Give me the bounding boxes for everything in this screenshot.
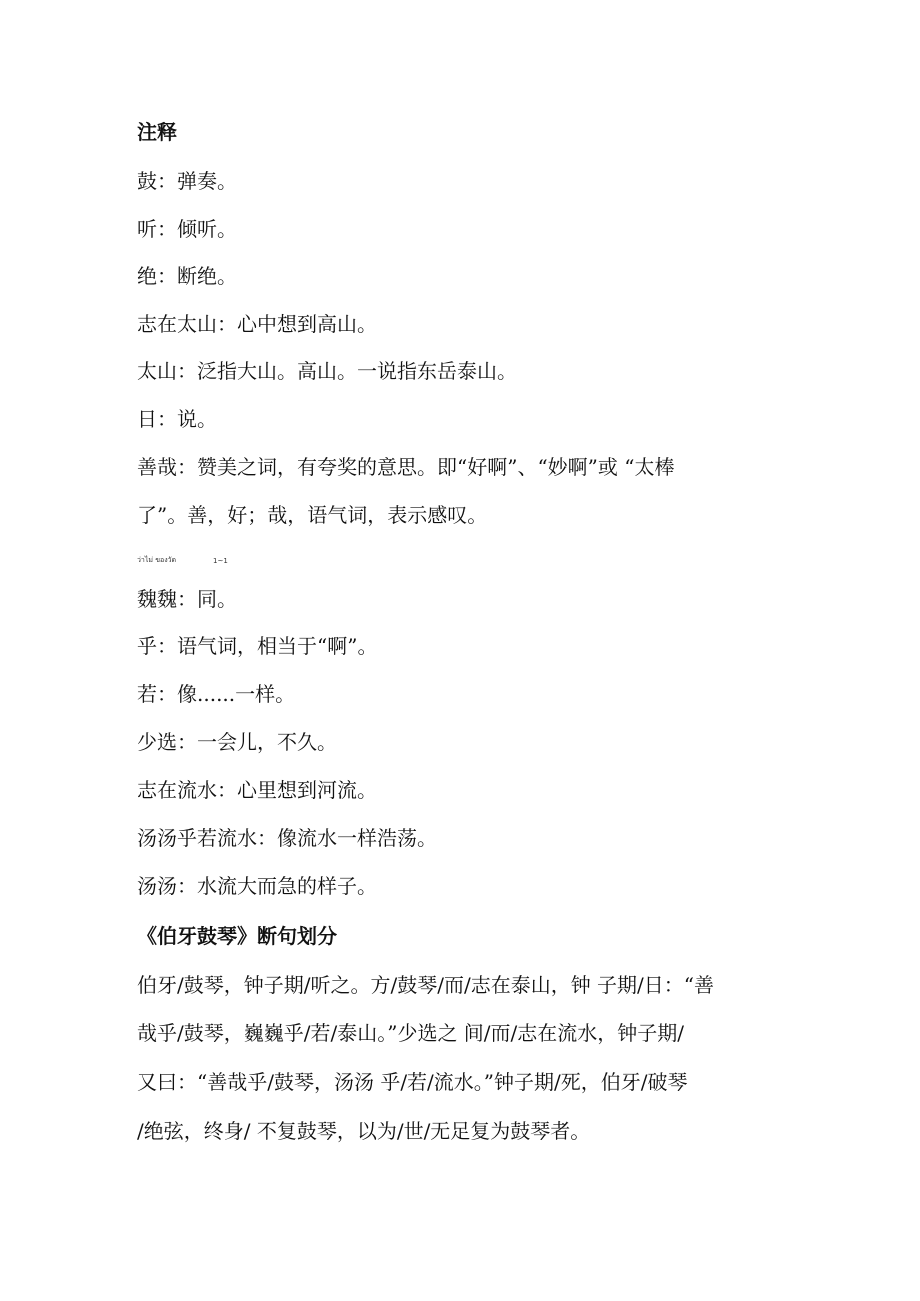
note-line: 鼓：弹奏。 — [137, 169, 237, 193]
garbled-text-a: ว่าไม่ ของวัด — [137, 556, 177, 564]
notes-heading: 注释 — [137, 120, 177, 144]
division-line: /绝弦，终身/ 不复鼓琴，以为/世/无足复为鼓琴者。 — [137, 1119, 591, 1143]
garbled-text-b: 1~1 — [213, 557, 228, 565]
note-line: 太山：泛指大山。高山。一说指东岳泰山。 — [137, 359, 517, 383]
note-line: 汤汤乎若流水：像流水一样浩荡。 — [137, 826, 437, 850]
note-line: 少选：一会儿，不久。 — [137, 730, 337, 754]
note-line: 乎：语气词，相当于“啊”。 — [137, 634, 378, 658]
note-line: 汤汤：水流大而急的样子。 — [137, 874, 377, 898]
note-line: 志在太山：心中想到高山。 — [137, 312, 377, 336]
note-line: 若：像......一样。 — [137, 682, 296, 706]
note-line: 善哉：赞美之词，有夸奖的意思。即“好啊”、“妙啊”或 “太棒 — [137, 455, 675, 479]
division-line: 哉乎/鼓琴，巍巍乎/若/泰山。”少选之 间/而/志在流水，钟子期/ — [137, 1021, 685, 1045]
division-line: 伯牙/鼓琴，钟子期/听之。方/鼓琴/而/志在泰山，钟 子期/日：“善 — [137, 973, 715, 997]
note-line: 日：说。 — [137, 407, 217, 431]
note-line: 听：倾听。 — [137, 217, 237, 241]
note-line: 魏魏：同。 — [137, 587, 237, 611]
note-line: 了”。善，好；哉，语气词，表示感叹。 — [137, 503, 488, 527]
garbled-text — [137, 556, 228, 565]
note-line: 志在流水：心里想到河流。 — [137, 778, 377, 802]
division-line: 又曰：“善哉乎/鼓琴，汤汤 乎/若/流水。”钟子期/死，伯牙/破琴 — [137, 1070, 688, 1094]
note-line: 绝：断绝。 — [137, 264, 237, 288]
division-heading: 《伯牙鼓琴》断句划分 — [137, 924, 337, 948]
